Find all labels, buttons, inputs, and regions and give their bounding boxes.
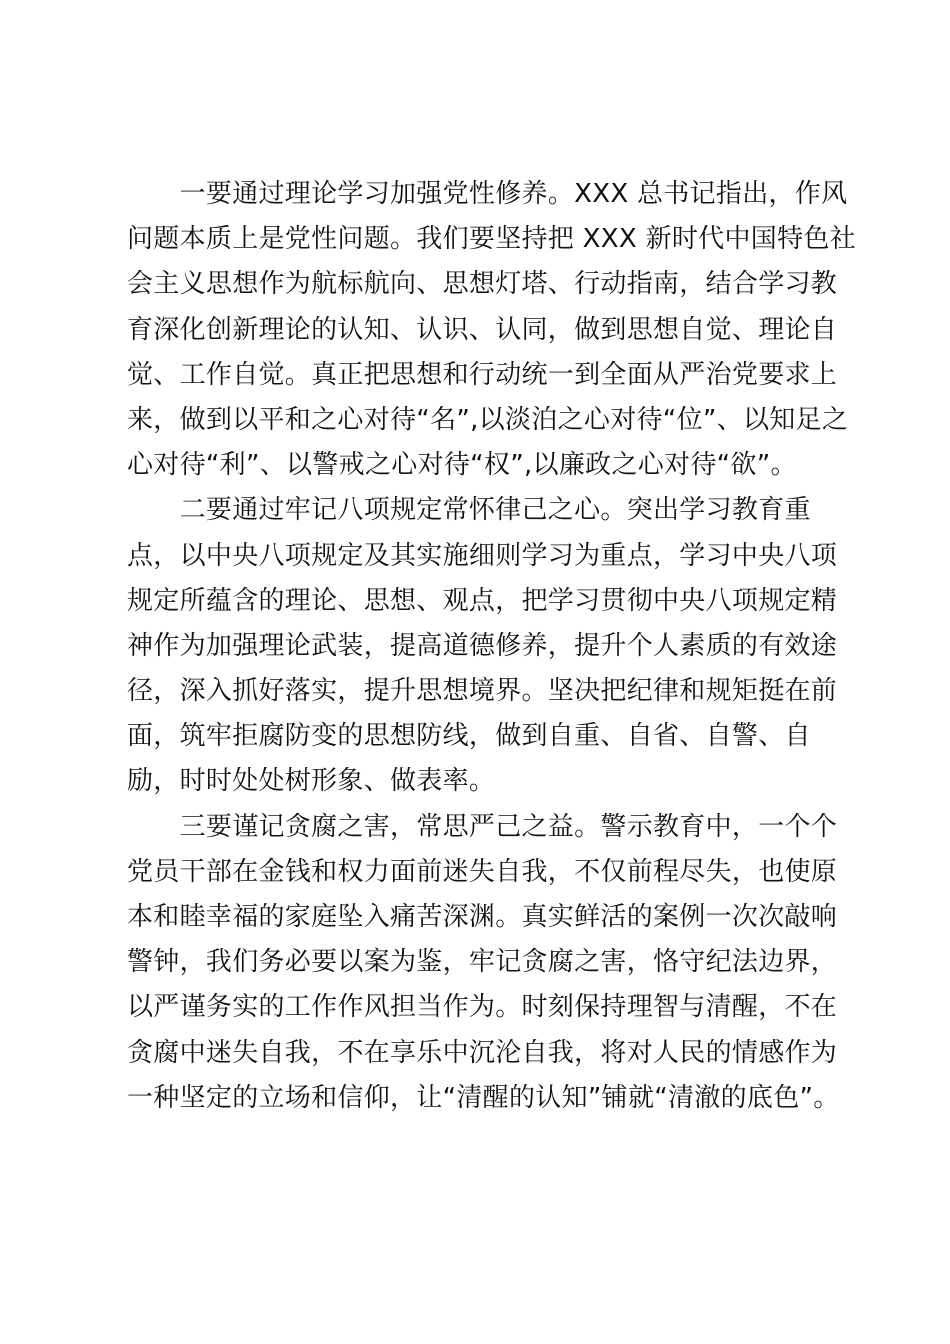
- paragraph-line: 以严谨务实的工作作风担当作为。时刻保持理智与清醒，不在: [127, 992, 838, 1023]
- paragraph-line: 一种坚定的立场和信仰，让“清醒的认知”铺就“清澈的底色”。: [127, 1082, 840, 1113]
- paragraph-line: 点，以中央八项规定及其实施细则学习为重点，学习中央八项: [127, 540, 838, 571]
- paragraph-line: 心对待“利”、以警戒之心对待“权”,以廉政之心对待“欲”。: [127, 450, 797, 481]
- paragraph-line: 问题本质上是党性问题。我们要坚持把 XXX 新时代中国特色社: [127, 224, 856, 255]
- paragraph-line: 警钟，我们务必要以案为鉴，牢记贪腐之害，恪守纪法边界，: [127, 947, 838, 978]
- document-body: [127, 172, 856, 1121]
- paragraph-2: [127, 488, 838, 804]
- paragraph-line: 励，时时处处树形象、做表率。: [127, 766, 496, 797]
- paragraph-line: 三要谨记贪腐之害，常思严己之益。警示教育中，一个个: [127, 811, 838, 842]
- paragraph-line: 会主义思想作为航标航向、思想灯塔、行动指南，结合学习教: [127, 269, 838, 300]
- paragraph-line: 一要通过理论学习加强党性修养。XXX 总书记指出，作风: [127, 179, 848, 209]
- paragraph-line: 本和睦幸福的家庭坠入痛苦深渊。真实鲜活的案例一次次敲响: [127, 902, 838, 932]
- paragraph-line: 规定所蕴含的理论、思想、观点，把学习贯彻中央八项规定精: [127, 585, 838, 616]
- paragraph-3: [127, 805, 840, 1121]
- paragraph-line: 二要通过牢记八项规定常怀律己之心。突出学习教育重: [127, 495, 811, 526]
- paragraph-line: 党员干部在金钱和权力面前迷失自我，不仅前程尽失，也使原: [127, 856, 838, 887]
- paragraph-line: 神作为加强理论武装，提高道德修养，提升个人素质的有效途: [127, 630, 838, 661]
- paragraph-line: 贪腐中迷失自我，不在享乐中沉沦自我，将对人民的情感作为: [127, 1037, 838, 1068]
- paragraph-line: 径，深入抓好落实，提升思想境界。坚决把纪律和规矩挺在前: [127, 676, 838, 707]
- paragraph-1: [127, 172, 856, 488]
- paragraph-line: 来，做到以平和之心对待“名”,以淡泊之心对待“位”、以知足之: [127, 404, 849, 435]
- paragraph-line: 觉、工作自觉。真正把思想和行动统一到全面从严治党要求上: [127, 359, 838, 390]
- paragraph-line: 面，筑牢拒腐防变的思想防线，做到自重、自省、自警、自: [127, 721, 811, 752]
- paragraph-line: 育深化创新理论的认知、认识、认同，做到思想自觉、理论自: [127, 314, 838, 345]
